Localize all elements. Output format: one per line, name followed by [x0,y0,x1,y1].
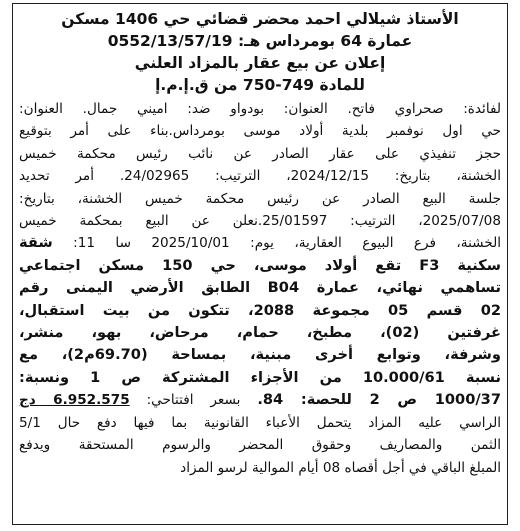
body-line: الراسي عليه المزاد يتحمل الأعباء القانونية بما فيها دفع حال 5/1 [19,414,501,431]
body-line: 2025/07/08، الترتيب: 25/01597.نعلن عن البيع بمحكمة خميس [19,213,501,230]
bailiff-name-address: الأستاذ شيلالي احمد محضر قضائي حي 1406 مسكن [61,10,459,28]
opening-price-label: بسعر افتتاحي: [146,392,241,409]
notice-title: إعلان عن بيع عقار بالمزاد العلني [134,54,386,72]
opening-price-value: 6.952.575 دج [19,392,130,409]
legal-notice-frame [12,3,508,525]
legal-article-reference: للمادة 749-750 من ق.إ.م.إ [155,76,365,94]
price-line [19,389,501,411]
notice-body [13,96,507,479]
property-type-text: شقة [19,234,53,252]
sale-date-text: الخشنة، فرع البيوع العقارية، يوم: 2025/10/01 سا 11: [73,235,501,252]
building-phone-line: عمارة 64 بومرداس هـ: 0552/13/57/19 [107,32,413,50]
property-description-line: نسبة 10.000/61 من الأجزاء المشتركة ص 1 ونسبة: [19,368,501,386]
body-line: الثمن والمصاريف وحقوق المحضر والرسوم المستحقة ويدفع [19,437,501,454]
body-line: لفائدة: صحراوي فاتح. العنوان: بودواو ضد: اميني جمال. العنوان: [19,101,501,117]
body-line: حي اول نوفمبر بلدية أولاد موسى بومرداس.بناء على أمر بتوقيع [19,123,501,140]
property-description-line: غرفتين (02)، مطبخ، حمام، مرحاض، بهو، منشر، [19,324,501,342]
share-text: 1000/37 ص 2 للحصة: 84. [257,391,501,409]
body-line [19,232,501,254]
body-line: الخشنة، بتاريخ: 2024/12/15، الترتيب: 24/02965. أمر تحديد [19,168,501,185]
body-line: حجز تنفيذي على عقار الصادر عن نائب رئيس محكمة خميس [19,145,501,162]
property-description-line: 02 قسم 05 مجموعة 2088، تتكون من بيت استقبال، [19,301,501,319]
body-line: جلسة البيع الصادر عن رئيس محكمة خميس الخشنة، بتاريخ: [19,190,501,207]
property-description-line: سكنية F3 تقع أولاد موسى، حي 150 مسكن اجتماعي [19,256,501,274]
property-description-line: تساهمي نهائي، عمارة B04 الطابق الأرضي اليمنى رقم [19,279,501,297]
property-description-line: وشرفة، وتوابع أخرى مبنية، بمساحة (69.70م2)، مع [19,346,501,364]
body-line: المبلغ الباقي في أجل أقصاه 08 أيام الموالية لرسو المزاد [180,459,501,476]
notice-header [13,4,507,96]
